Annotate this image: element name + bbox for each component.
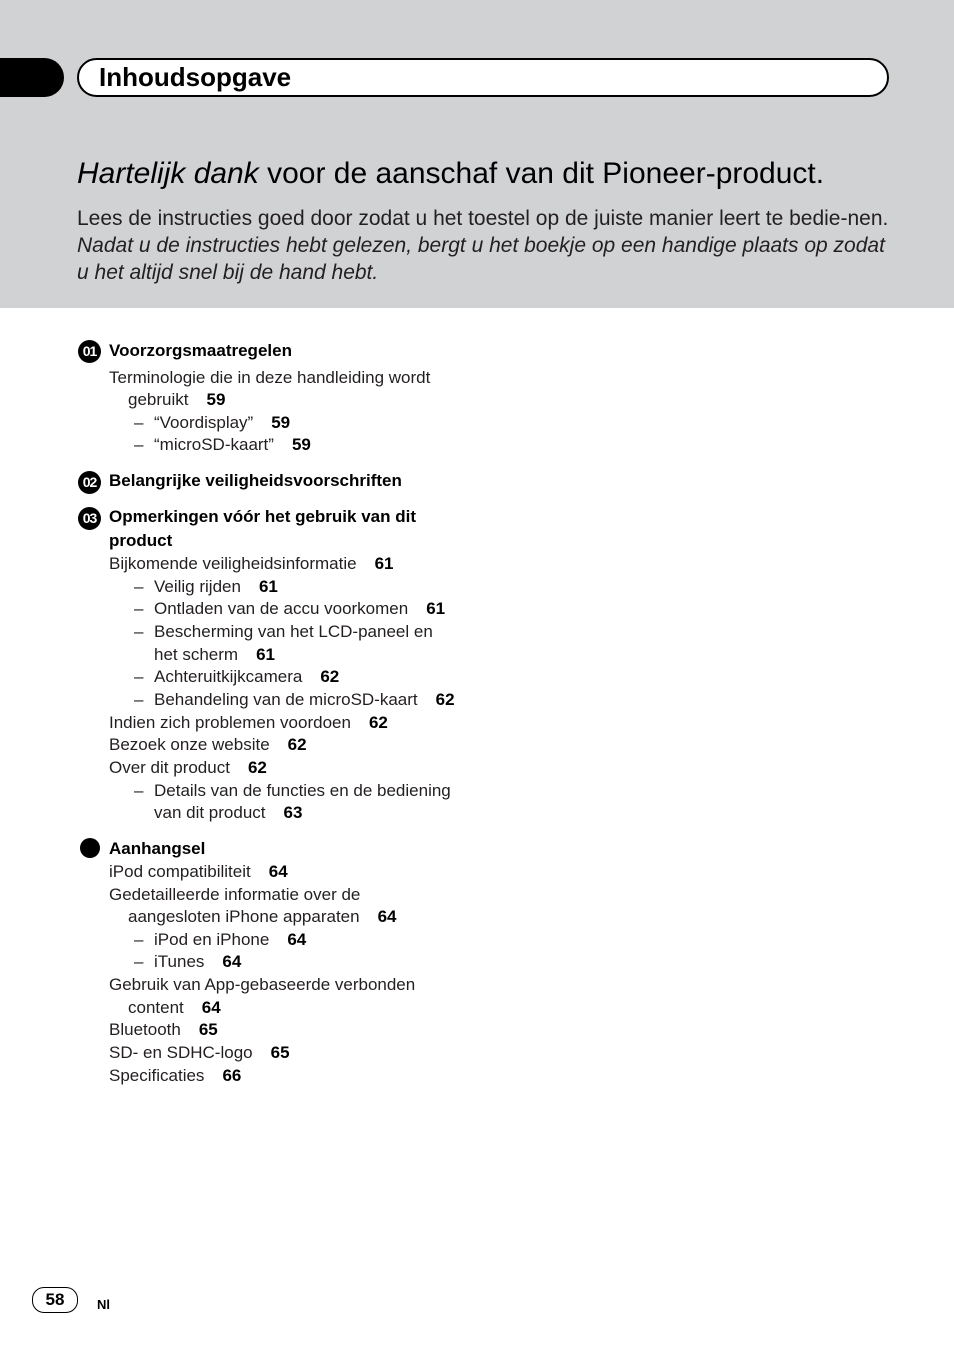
- toc-entry-cont[interactable]: aangesloten iPhone apparaten 64: [128, 907, 397, 926]
- intro-italic: Nadat u de instructies hebt gelezen, bergt u het boekje op een handige plaats op zodat u het altijd snel bij de hand hebt.: [77, 234, 885, 284]
- toc-entry[interactable]: Bezoek onze website 62: [109, 735, 307, 754]
- toc-entry[interactable]: gebruikt 59: [128, 390, 226, 409]
- toc-subentry-cont[interactable]: van dit product 63: [154, 803, 303, 822]
- intro-regular: Lees de instructies goed door zodat u het toestel op de juiste manier leert te bedie-nen.: [77, 207, 889, 230]
- toc-entry[interactable]: Bijkomende veiligheidsinformatie 61: [109, 554, 394, 573]
- toc-entry[interactable]: Indien zich problemen voordoen 62: [109, 713, 388, 732]
- section-badge-01: 01: [78, 340, 101, 363]
- toc-entry[interactable]: SD- en SDHC-logo 65: [109, 1043, 290, 1062]
- toc-subentry[interactable]: – Behandeling van de microSD-kaart 62: [134, 690, 455, 709]
- toc-entry[interactable]: iPod compatibiliteit 64: [109, 862, 288, 881]
- toc-subentry[interactable]: – “Voordisplay” 59: [134, 413, 291, 432]
- page-title: Inhoudsopgave: [99, 62, 292, 92]
- language-code: Nl: [97, 1297, 110, 1312]
- toc-entry[interactable]: Specificaties 66: [109, 1066, 242, 1085]
- section-badge-03: 03: [78, 507, 101, 530]
- toc-subentry[interactable]: – Veilig rijden 61: [134, 577, 278, 596]
- toc-entry[interactable]: Terminologie die in deze handleiding wordt: [109, 368, 431, 387]
- toc-entry[interactable]: Bluetooth 65: [109, 1020, 218, 1039]
- toc-subentry[interactable]: – “microSD-kaart” 59: [134, 435, 311, 454]
- toc-section-03-title[interactable]: Opmerkingen vóór het gebruik van dit: [109, 507, 416, 526]
- toc-entry[interactable]: Gebruik van App-gebaseerde verbonden: [109, 975, 416, 994]
- toc-subentry[interactable]: – Details van de functies en de bediening: [134, 781, 451, 800]
- toc-subentry[interactable]: – Ontladen van de accu voorkomen 61: [134, 599, 446, 618]
- toc-subentry-cont[interactable]: het scherm 61: [154, 645, 276, 664]
- toc-entry-cont[interactable]: content 64: [128, 998, 221, 1017]
- headline-italic: Hartelijk dank: [77, 157, 259, 190]
- appendix-badge: [80, 838, 100, 858]
- toc-appendix-title[interactable]: Aanhangsel: [109, 839, 206, 858]
- section-badge-02: 02: [78, 471, 101, 494]
- toc-subentry[interactable]: – Bescherming van het LCD-paneel en: [134, 622, 433, 641]
- toc-entry[interactable]: Gedetailleerde informatie over de: [109, 885, 361, 904]
- toc-subentry[interactable]: – iTunes 64: [134, 952, 242, 971]
- toc-section-01-title[interactable]: Voorzorgsmaatregelen: [109, 341, 292, 360]
- toc-section-02-title[interactable]: Belangrijke veiligheidsvoorschriften: [109, 471, 402, 490]
- headline-rest: voor de aanschaf van dit Pioneer-product.: [258, 157, 825, 190]
- toc-section-03-title-cont[interactable]: product: [109, 531, 173, 550]
- toc-subentry[interactable]: – iPod en iPhone 64: [134, 930, 307, 949]
- page-number: 58: [32, 1287, 78, 1313]
- toc-entry[interactable]: Over dit product 62: [109, 758, 267, 777]
- toc-subentry[interactable]: – Achteruitkijkcamera 62: [134, 667, 340, 686]
